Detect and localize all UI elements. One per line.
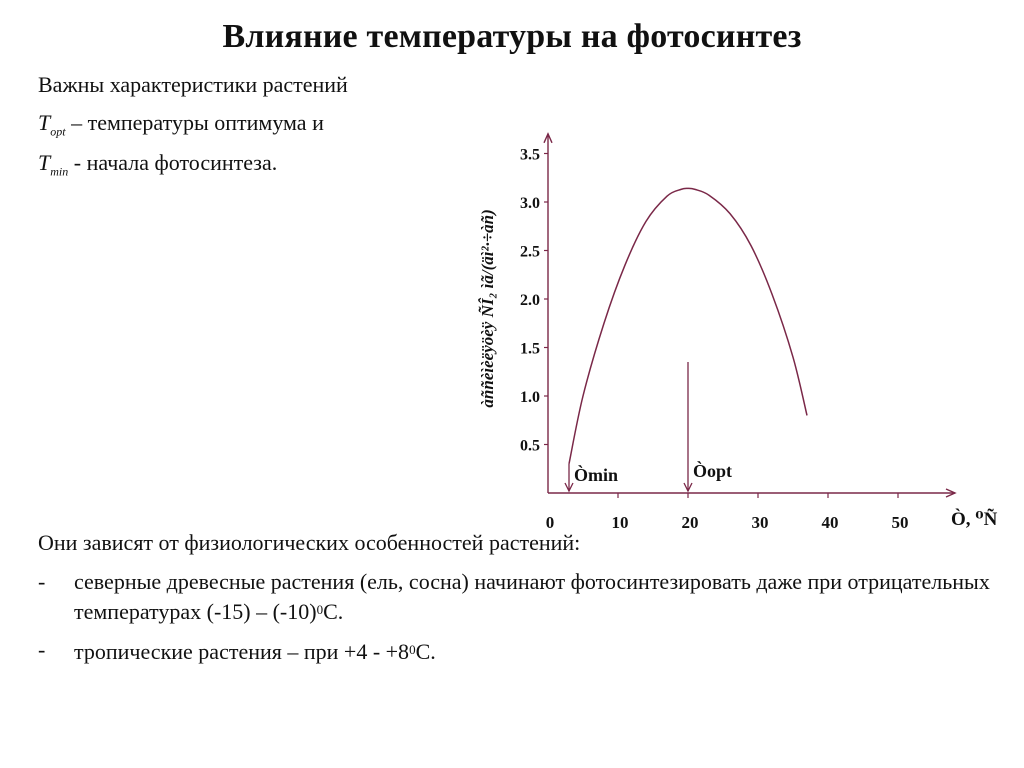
bullet-northern-trees (38, 568, 1018, 626)
degree-sign: 0 (409, 642, 416, 657)
x-tick-label: 40 (821, 513, 839, 532)
tmin-subscript: min (50, 164, 69, 179)
bullet-text-unit: C. (323, 599, 344, 624)
bullet-marker: - (38, 569, 46, 594)
y-tick-label: 0.5 (520, 437, 540, 455)
chart-axes (544, 134, 955, 497)
bullet-text-main: северные древесные растения (ель, сосна) начинают фотосинтезировать даже при отрицательных температурах (-15) – (-10) (74, 569, 990, 624)
topt-symbol: T (38, 110, 51, 135)
photosynthesis-temperature-chart (440, 128, 1000, 538)
intro-line-tmin (38, 150, 277, 179)
chart-annotations (565, 362, 732, 491)
bullet-text (74, 636, 1004, 666)
y-tick-label: 1.5 (520, 340, 540, 358)
x-tick-label: 20 (681, 513, 699, 532)
y-tick-label: 3.5 (520, 146, 540, 164)
x-tick-label: 10 (611, 513, 629, 532)
bullet-marker: - (38, 637, 46, 662)
x-ticks (546, 493, 998, 532)
bullet-tropical-plants (38, 636, 1018, 666)
intro-line-characteristics: Важны характеристики растений (38, 72, 348, 97)
slide-title: Влияние температуры на фотосинтез (222, 18, 802, 55)
y-tick-label: 2.5 (520, 243, 540, 261)
annotation-label: Òmin (574, 465, 619, 485)
topt-text: – температуры оптимума и (65, 110, 324, 135)
y-axis-label (478, 209, 497, 407)
tmin-symbol: T (38, 150, 51, 175)
y-tick-label: 2.0 (520, 292, 540, 309)
intro-line-topt (38, 110, 324, 139)
degree-sign: 0 (316, 602, 324, 617)
annotation-label: Òopt (693, 461, 733, 481)
body-lead: Они зависят от физиологических особенностей растений: (38, 530, 581, 555)
y-tick-label: 1.0 (520, 389, 540, 406)
topt-subscript: opt (50, 124, 66, 139)
x-tick-label: 0 (545, 513, 555, 532)
x-axis-label: Ò, ⁰Ñ (951, 509, 998, 530)
bullet-text-unit: C. (415, 639, 436, 664)
y-ticks (520, 147, 548, 455)
y-tick-label: 3.0 (520, 195, 540, 212)
bullet-text-main: тропические растения – при +4 - +8 (74, 639, 410, 664)
x-tick-label: 50 (891, 513, 909, 532)
bullet-text (74, 568, 1004, 626)
tmin-text: - начала фотосинтеза. (68, 150, 278, 175)
y-axis-label-text: àññèìèëÿöèÿ ÑÎ₂ ìã/(äì²·÷àñ) (478, 209, 497, 408)
x-tick-label: 30 (751, 513, 769, 532)
